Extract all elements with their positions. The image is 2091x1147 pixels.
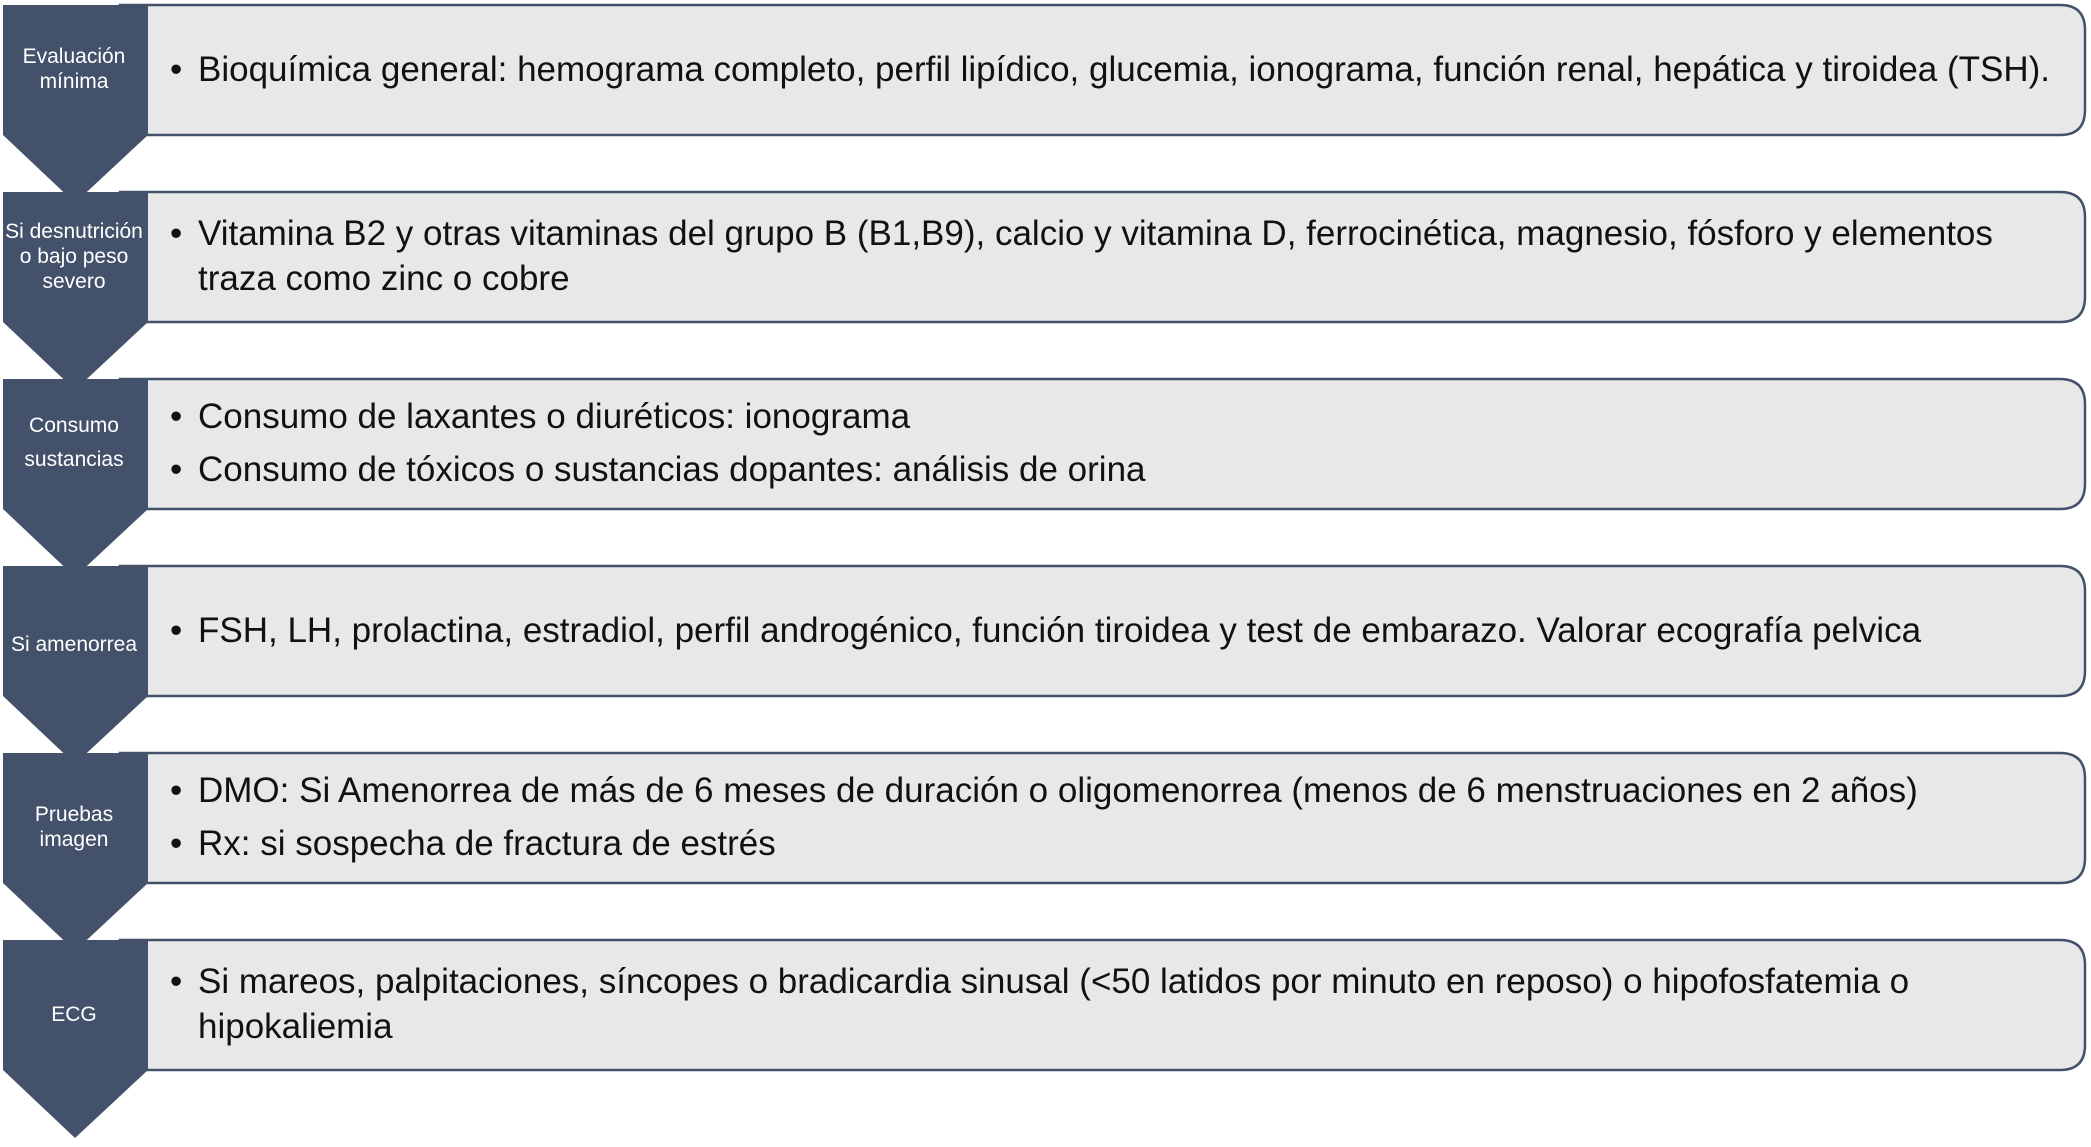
step-amenorrea bbox=[0, 564, 2091, 764]
list-item bbox=[170, 959, 2070, 1049]
item-text: Si mareos, palpitaciones, síncopes o bradicardia sinusal (<50 latidos por minuto en reposo) o hipofosfatemia o hipokaliemia bbox=[198, 962, 1910, 1046]
step-evaluacion-minima bbox=[0, 3, 2091, 203]
bullet-icon: • bbox=[170, 824, 183, 863]
step-desnutricion bbox=[0, 190, 2091, 390]
step-consumo-sustancias bbox=[0, 377, 2091, 577]
list-item bbox=[170, 447, 2070, 492]
bullet-icon: • bbox=[170, 397, 183, 436]
step-items bbox=[170, 377, 2070, 509]
step-items bbox=[170, 564, 2070, 696]
list-item bbox=[170, 821, 2070, 866]
item-text: FSH, LH, prolactina, estradiol, perfil androgénico, función tiroidea y test de embarazo. Valorar ecografía pelvica bbox=[198, 610, 1922, 650]
bullet-icon: • bbox=[170, 962, 183, 1001]
bullet-icon: • bbox=[170, 771, 183, 810]
bullet-icon: • bbox=[170, 214, 183, 253]
item-text: Consumo de tóxicos o sustancias dopantes: análisis de orina bbox=[198, 450, 1146, 489]
bullet-icon: • bbox=[170, 610, 183, 650]
step-label: Si amenorrea bbox=[10, 632, 138, 656]
step-label: ECG bbox=[51, 1002, 97, 1026]
item-text: Consumo de laxantes o diuréticos: ionograma bbox=[198, 397, 911, 436]
step-label: Si desnutrición o bajo peso severo bbox=[5, 219, 143, 293]
list-item bbox=[170, 394, 2070, 439]
list-item bbox=[170, 211, 2070, 301]
list-item bbox=[170, 608, 2070, 653]
step-label: Evaluación mínima bbox=[22, 45, 126, 93]
step-label: Consumo sustancias bbox=[24, 414, 124, 471]
step-items bbox=[170, 3, 2070, 135]
list-item bbox=[170, 768, 2070, 813]
step-ecg bbox=[0, 938, 2091, 1138]
item-text: Rx: si sospecha de fractura de estrés bbox=[198, 824, 776, 863]
item-text: Vitamina B2 y otras vitaminas del grupo B (B1,B9), calcio y vitamina D, ferrocinética, magnesio, fósforo y elementos traza como zinc o cobre bbox=[198, 214, 1993, 298]
step-items bbox=[170, 190, 2070, 322]
step-items bbox=[170, 751, 2070, 883]
step-items bbox=[170, 938, 2070, 1070]
bullet-icon: • bbox=[170, 49, 183, 89]
item-text: DMO: Si Amenorrea de más de 6 meses de duración o oligomenorrea (menos de 6 menstruaciones en 2 años) bbox=[198, 771, 1918, 810]
list-item bbox=[170, 47, 2070, 92]
item-text: Bioquímica general: hemograma completo, perfil lipídico, glucemia, ionograma, función renal, hepática y tiroidea (TSH). bbox=[198, 49, 2051, 89]
bullet-icon: • bbox=[170, 450, 183, 489]
step-pruebas-imagen bbox=[0, 751, 2091, 951]
step-label: Pruebas imagen bbox=[34, 803, 114, 851]
